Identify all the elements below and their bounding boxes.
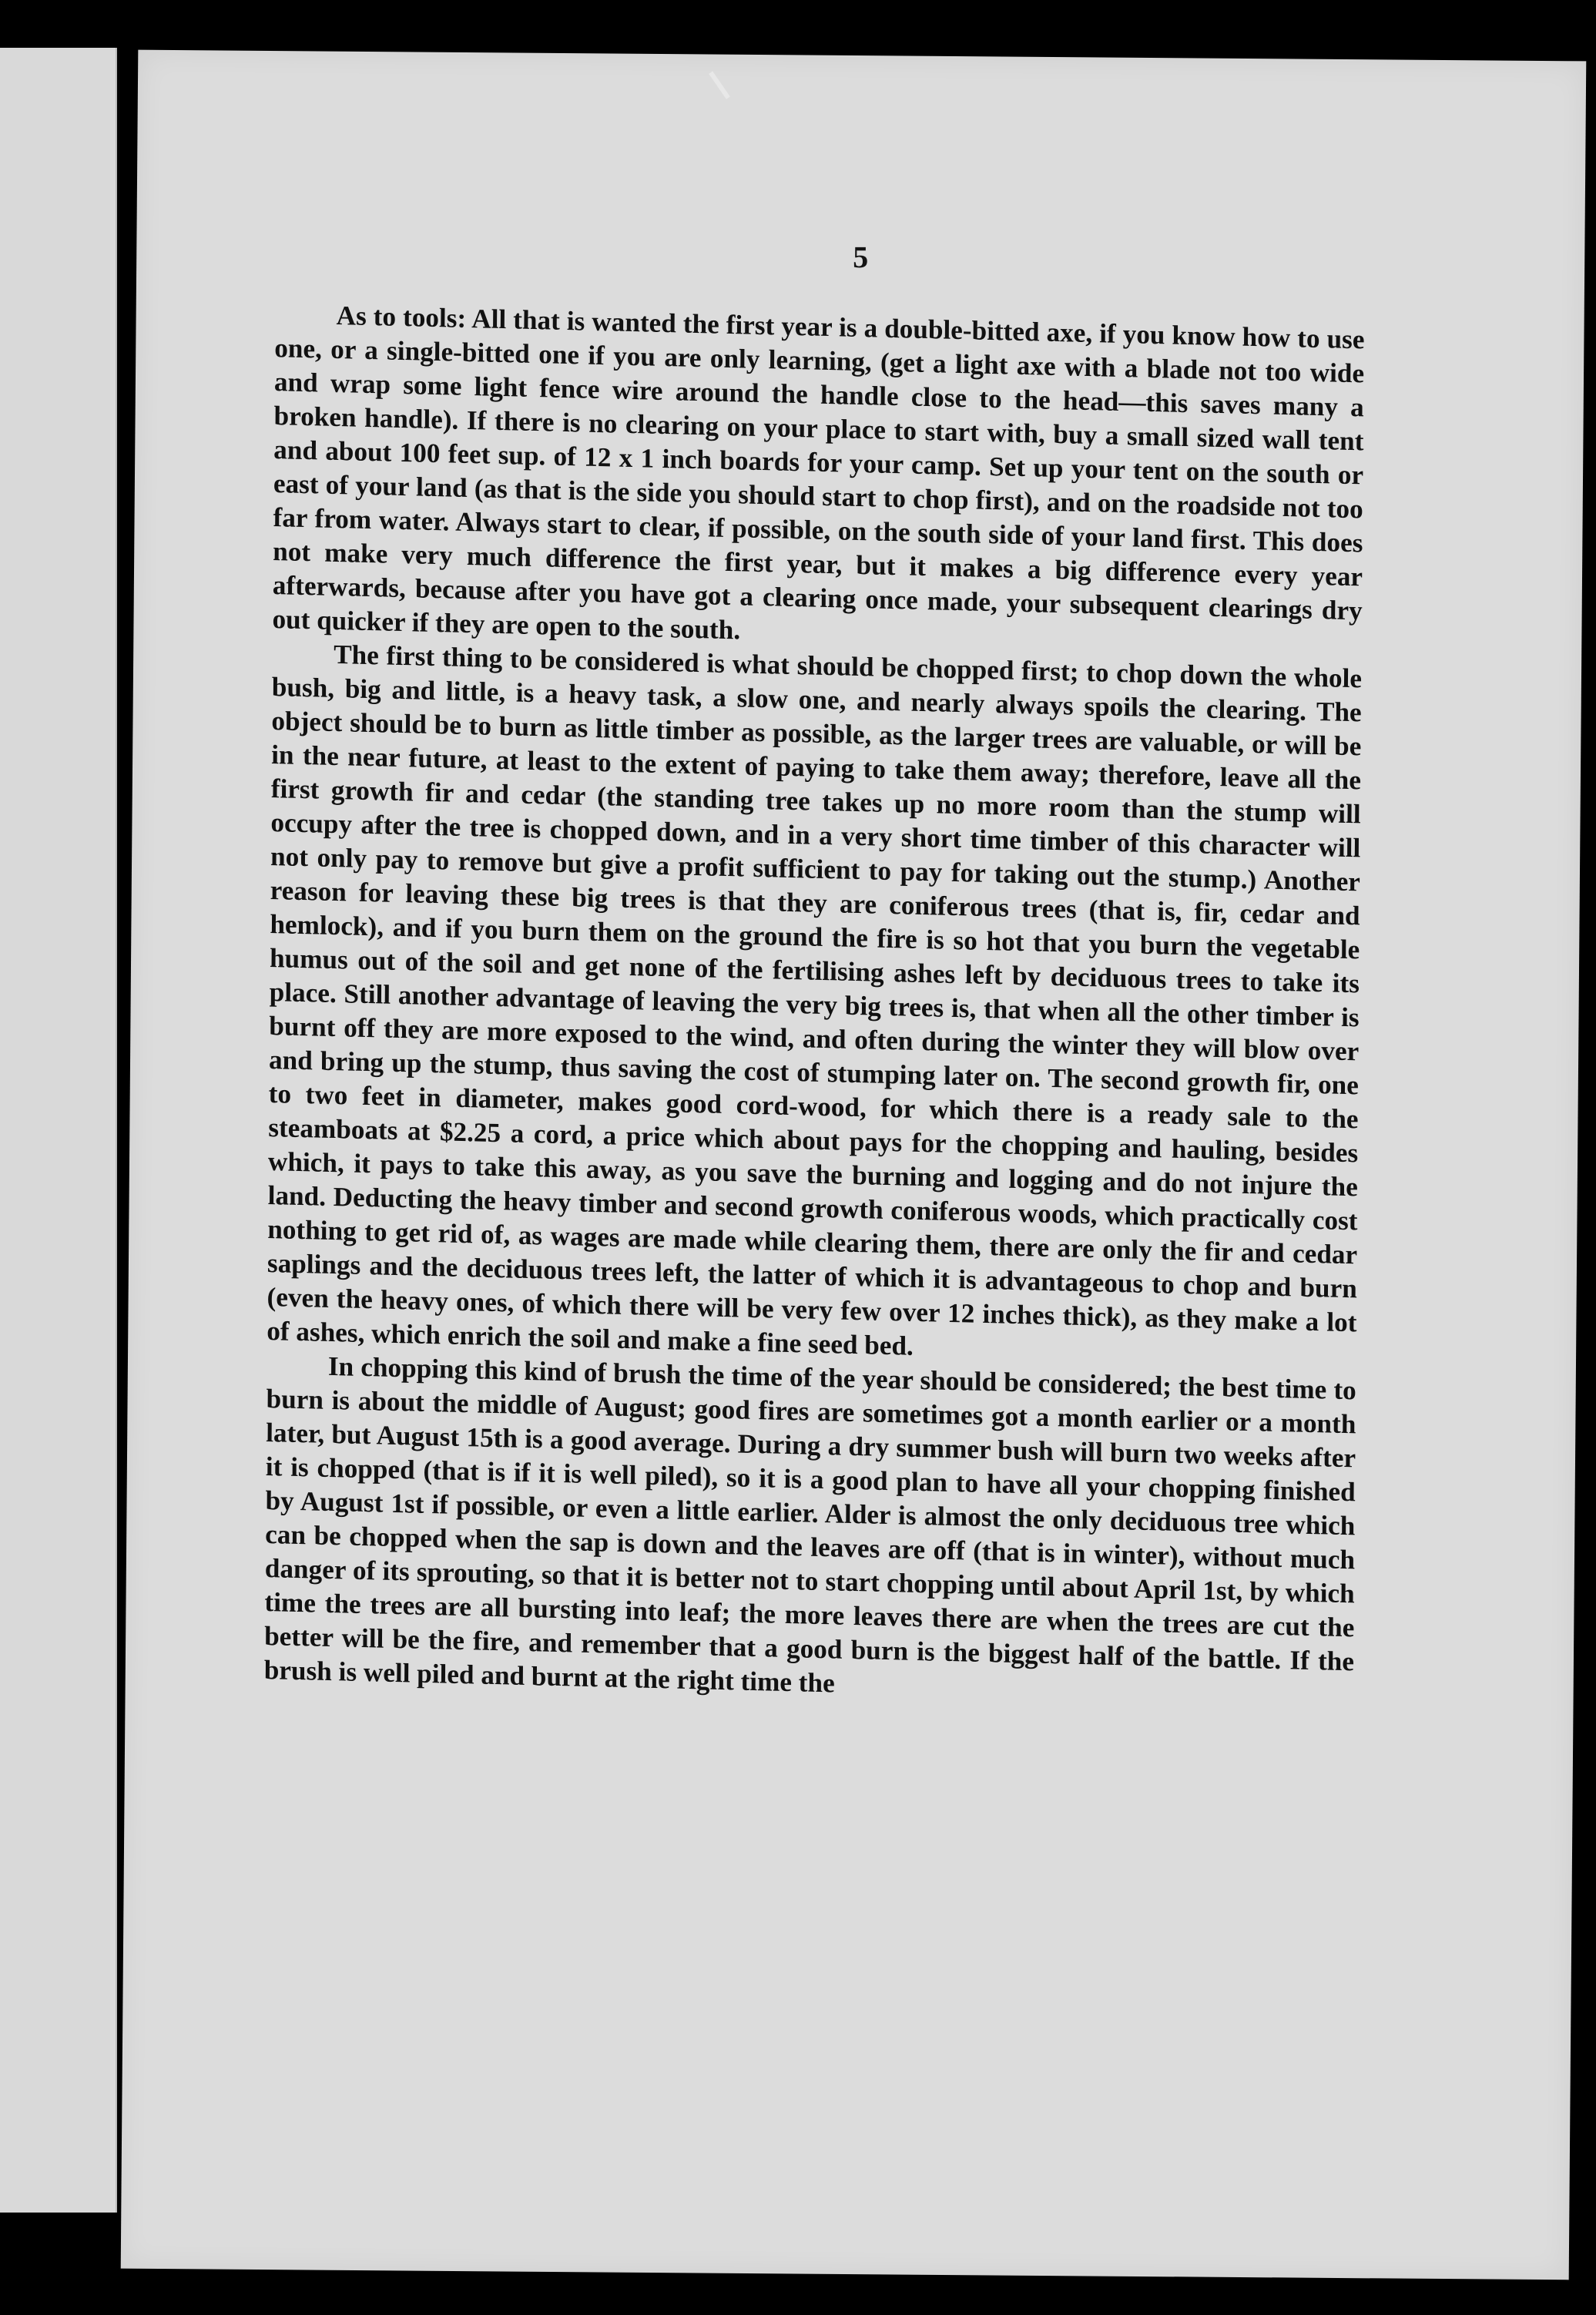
body-text [264,297,1365,1713]
scan-mark [709,71,730,99]
paragraph-chopping-first: The first thing to be considered is what should be chopped first; to chop down the whole bush, big and little, is a heavy task, a slow one, and nearly always spoils the clearing. The object should be to burn as little timber as possible, as the larger trees are valuable, or will be in the near future, at least to the extent of paying to take them away; therefore, leave all the first growth fir and cedar (the standing tree takes up no more room than the stump will occupy after the tree is chopped down, and in a very short time timber of this character will not only pay to remove but give a profit sufficient to pay for taking out the stump.) Another reason for leaving these big trees is that they are coniferous trees (that is, fir, cedar and hemlock), and if you burn them on the ground the fire is so hot that you burn the vegetable humus out of the soil and get none of the fertilising ashes left by deciduous trees to take its place. Still another advantage of leaving the very big trees is, that when all the other timber is burnt off they are more exposed to the wind, and often during the winter they will blow over and bring up the stump, thus saving the cost of stumping later on. The second growth fir, one to two feet in diameter, makes good cord-wood, for which there is a ready sale to the steamboats at $2.25 a cord, a price which about pays for the chopping and hauling, besides which, it pays to take this away, as you save the burning and logging and do not injure the land. Deducting the heavy timber and second growth coniferous woods, which practically cost nothing to get rid of, as wages are made while clearing them, there are only the fir and cedar saplings and the deciduous trees left, the latter of which it is advantageous to chop and burn (even the heavy ones, of which there will be very few over 12 inches thick), as they make a lot of ashes, which enrich the soil and make a fine seed bed. [267,639,1363,1361]
paragraph-time-of-year: In chopping this kind of brush the time of the year should be considered; the best time to burn is about the middle of August; good fires are sometimes got a month earlier or a month later, but August 15th is a good average. During a dry summer bush will burn two weeks after it is chopped (that is if it is well piled), so it is a good plan to have all your chopping finished by August 1st if possible, or even a little earlier. Alder is almost the only deciduous tree which can be chopped when the sap is down and the leaves are off (that is in winter), without much danger of its sprouting, so that it is better not to start chopping until about April 1st, by which time the trees are all bursting into leaf; the more leaves there are when the trees are cut the better will be the fire, and remember that a good burn is the biggest half of the battle. If the brush is well piled and burnt at the right time the [263,1350,1356,1699]
facing-page-edge [0,48,117,2213]
page-number: 5 [853,239,869,275]
document-page [121,50,1587,2280]
paragraph-tools: As to tools: All that is wanted the first year is a double-bitted axe, if you know how to use one, or a single-bitted one if you are only learning, (get a light axe with a blade not too wide and wrap some light fence wire around the handle close to the head—this saves many a broken handle). If there is no clearing on your place to start with, buy a small sized wall tent and about 100 feet sup. of 12 x 1 inch boards for your camp. Set up your tent on the south or east of your land (as that is the side you should start to chop first), and on the roadside not too far from water. Always start to clear, if possible, on the south side of your land first. This does not make very much difference the first year, but it makes a big difference every year afterwards, because after you have got a clearing once made, your subsequent clearings dry out quicker if they are open to the south. [272,300,1365,646]
